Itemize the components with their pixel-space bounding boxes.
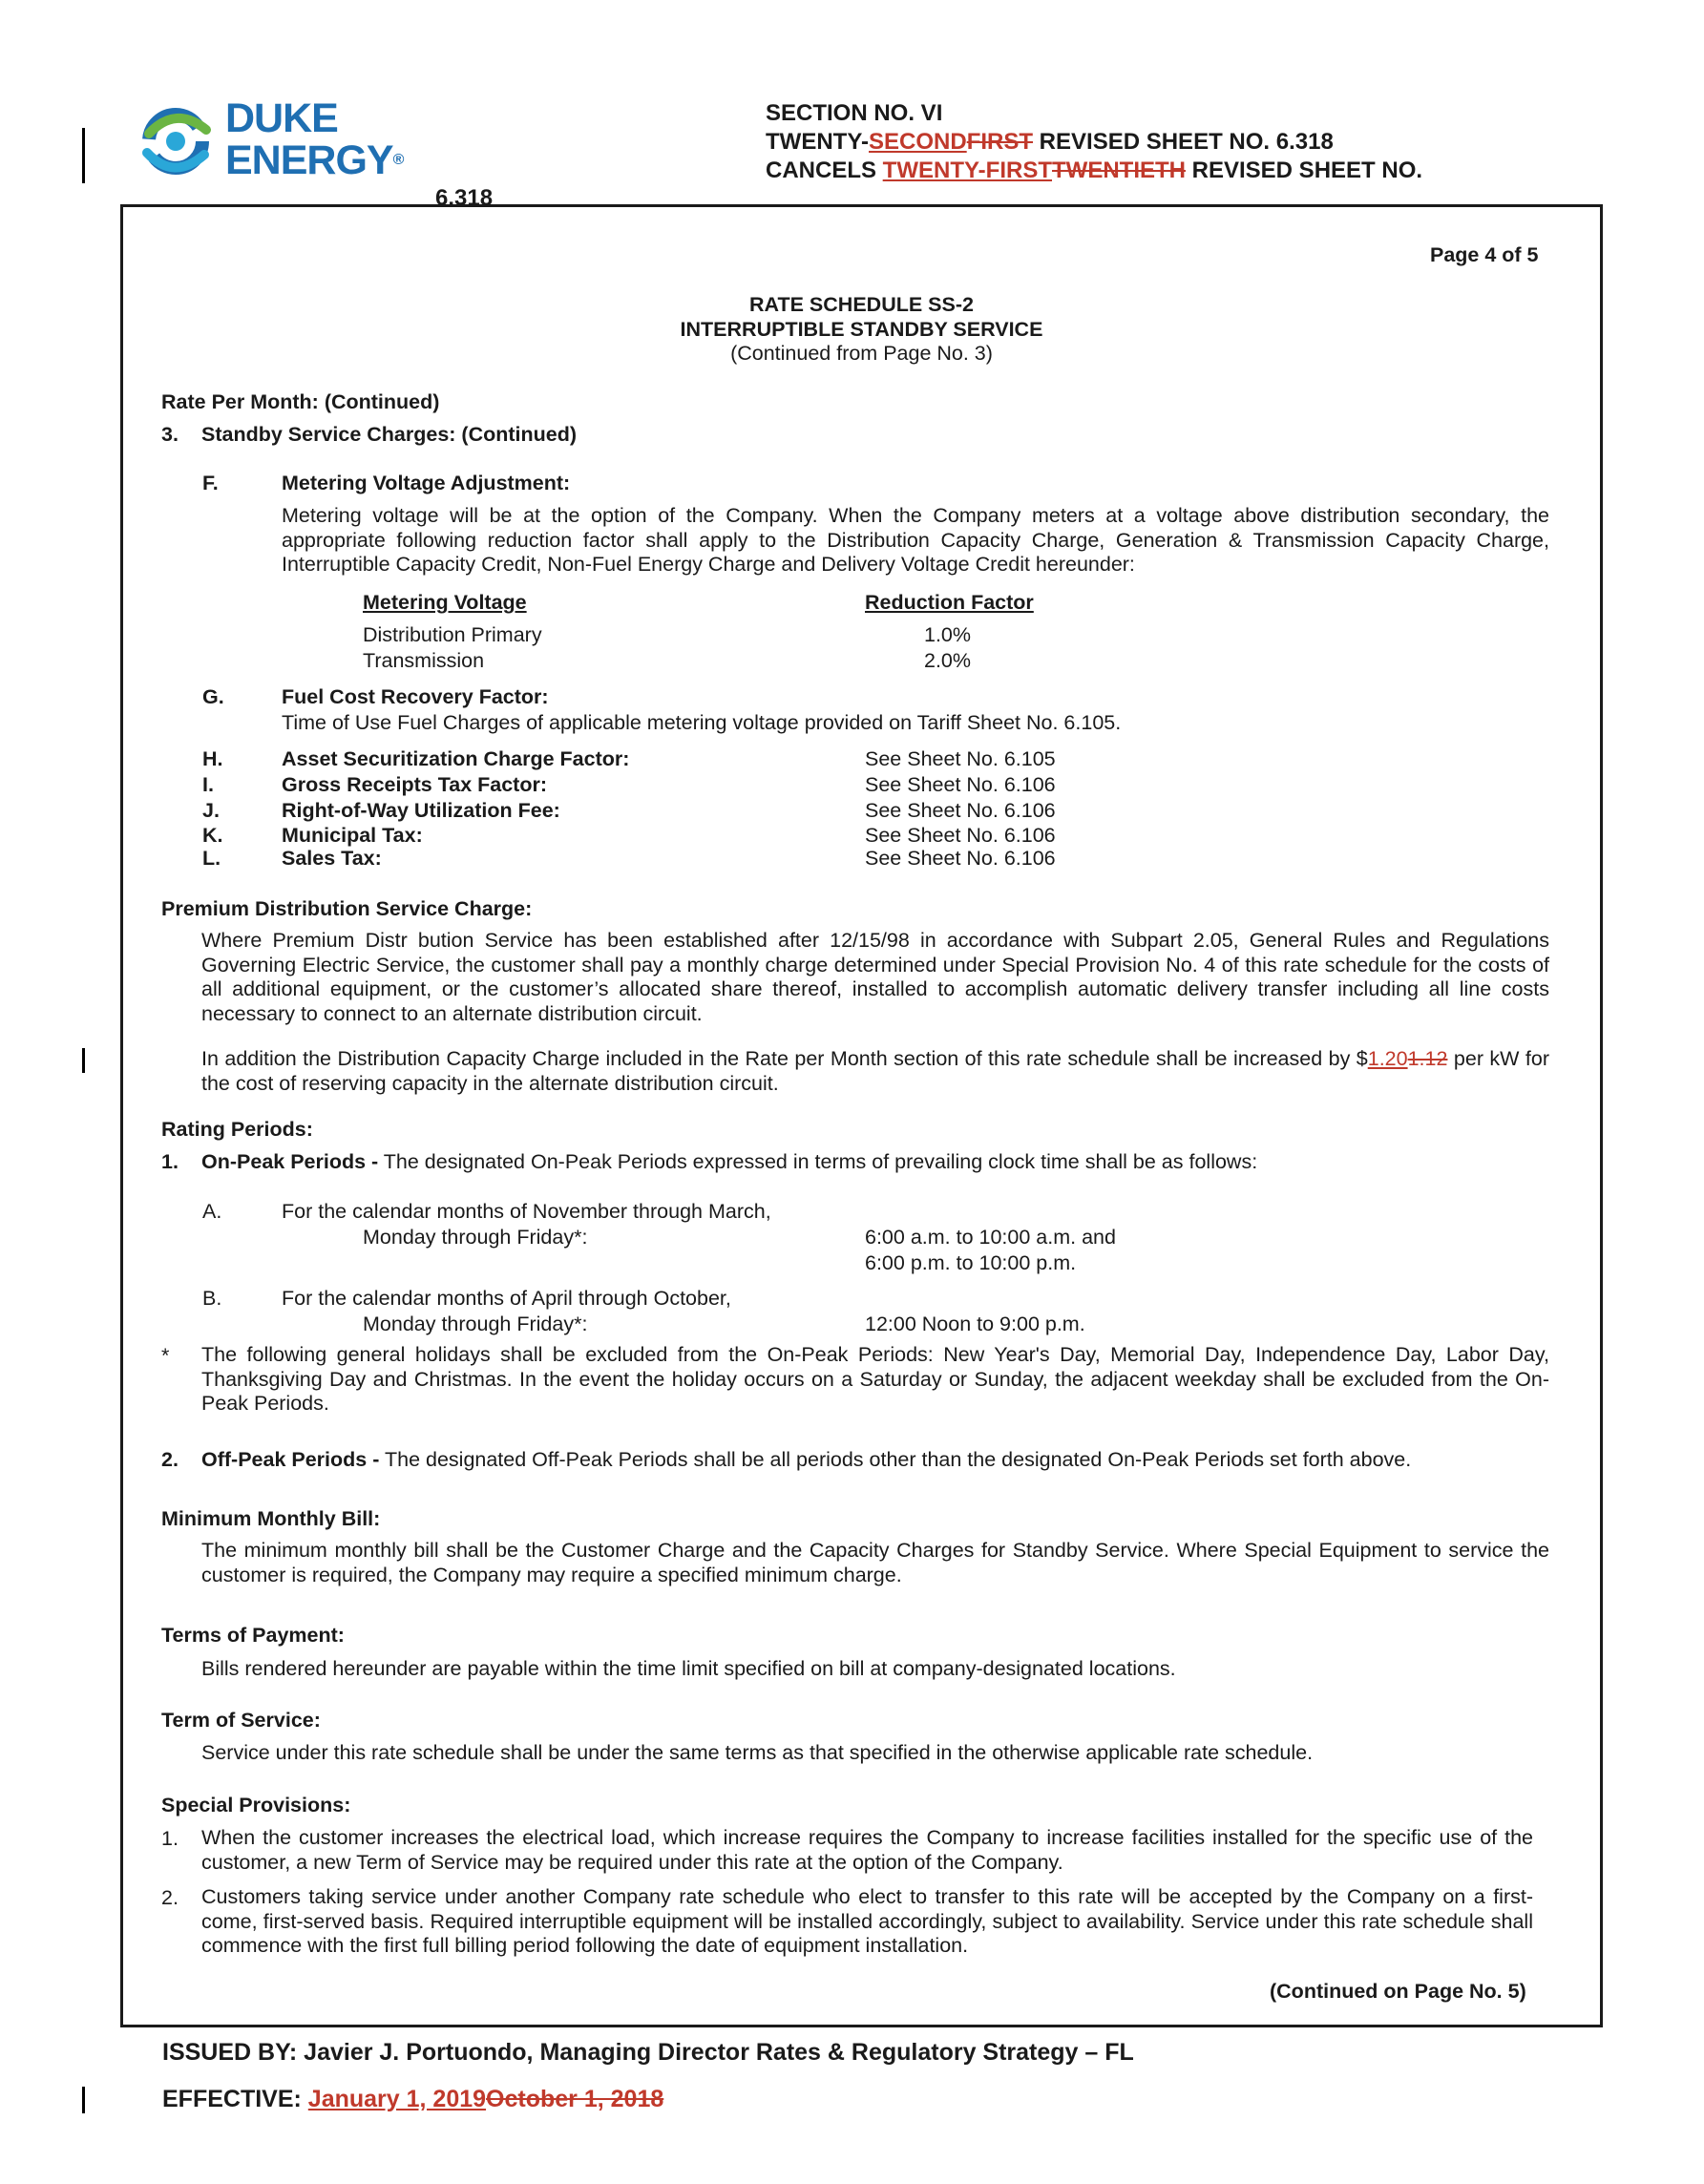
item-f-letter: F.	[202, 472, 219, 494]
payment-body: Bills rendered hereunder are payable within the time limit specified on bill at company-designated locations.	[201, 1657, 1176, 1680]
period-a-time-1: 6:00 a.m. to 10:00 a.m. and	[865, 1226, 1116, 1249]
rate-per-month-heading: Rate Per Month: (Continued)	[161, 390, 440, 413]
item-f-body: Metering voltage will be at the option of the Company. When the Company meters at a voltage above distribution secondary, the appropriate following reduction factor shall apply to the Distribution Capacity Charge, Generation & Transmission Capacity Charge, Interruptible Capacity Credit, Non-Fuel Energy Charge and Delivery Voltage Credit hereunder:	[282, 504, 1549, 576]
period-a-time-2: 6:00 p.m. to 10:00 p.m.	[865, 1251, 1077, 1274]
term-heading: Term of Service:	[161, 1709, 321, 1732]
item-f-heading: Metering Voltage Adjustment:	[282, 472, 571, 494]
item-l-ref: See Sheet No. 6.106	[865, 847, 1056, 870]
item-j-letter: J.	[202, 799, 220, 822]
holiday-star: *	[161, 1344, 170, 1367]
cancels-sheet-number: 6.318	[435, 185, 494, 211]
standby-num: 3.	[161, 423, 179, 446]
change-bar-header	[82, 128, 85, 183]
reduction-factor-header: Reduction Factor	[865, 591, 1034, 614]
schedule-title: RATE SCHEDULE SS-2	[749, 293, 974, 316]
period-a-letter: A.	[202, 1200, 222, 1223]
special-heading: Special Provisions:	[161, 1794, 351, 1816]
metering-voltage-header: Metering Voltage	[363, 591, 527, 614]
item-i-letter: I.	[202, 773, 214, 796]
period-b-days: Monday through Friday*:	[363, 1312, 588, 1335]
period-b-months: For the calendar months of April through October,	[282, 1287, 731, 1310]
premium-para-1: Where Premium Distr bution Service has been established after 12/15/98 in accordance with Subpart 2.05, General Rules and Regulations Governing Electric Service, the customer shall pay a monthly charge determined under Special Provision No. 4 of this rate schedule for the costs of all additional equipment, or the customer’s allocated share thereof, installed to accomplish automatic delivery transfer including all line costs necessary to connect to an alternate distribution circuit.	[201, 929, 1549, 1025]
special-1-text: When the customer increases the electrical load, which increase requires the Company to increase facilities installed for the specific use of the customer, a new Term of Service may be required under this rate at the option of the Company.	[201, 1826, 1533, 1874]
on-peak-num: 1.	[161, 1150, 179, 1173]
logo-wordmark: DUKE ENERGY®	[225, 95, 404, 183]
voltage-row-1: Distribution Primary	[363, 623, 542, 646]
issued-by: ISSUED BY: Javier J. Portuondo, Managing Director Rates & Regulatory Strategy – FL	[162, 2039, 1134, 2066]
continued-on: (Continued on Page No. 5)	[1270, 1980, 1526, 2003]
item-i-ref: See Sheet No. 6.106	[865, 773, 1056, 796]
premium-para-2: In addition the Distribution Capacity Charge included in the Rate per Month section of this rate schedule shall be increased by $1.201.12 per kW for the cost of reserving capacity in the alternate distribution circuit.	[201, 1047, 1549, 1095]
revised-sheet-line: TWENTY-SECONDFIRST REVISED SHEET NO. 6.318	[766, 129, 1334, 155]
factor-row-2: 2.0%	[924, 649, 972, 672]
item-j-label: Right-of-Way Utilization Fee:	[282, 799, 560, 822]
item-l-label: Sales Tax:	[282, 847, 382, 870]
page-number: Page 4 of 5	[1430, 243, 1539, 266]
premium-heading: Premium Distribution Service Charge:	[161, 897, 533, 920]
item-h-letter: H.	[202, 747, 223, 770]
item-h-label: Asset Securitization Charge Factor:	[282, 747, 630, 770]
holiday-note: The following general holidays shall be excluded from the On-Peak Periods: New Year's Day, Memorial Day, Independence Day, Labor Day, Thanksgiving Day and Christmas. In the event the holiday occurs on a Saturday or Sunday, the adjacent weekday shall be excluded from the On-Peak Periods.	[201, 1343, 1549, 1415]
voltage-row-2: Transmission	[363, 649, 485, 672]
item-k-ref: See Sheet No. 6.106	[865, 824, 1056, 847]
item-g-letter: G.	[202, 685, 224, 708]
item-g-heading: Fuel Cost Recovery Factor:	[282, 685, 549, 708]
item-k-letter: K.	[202, 824, 223, 847]
on-peak-line: On-Peak Periods - The designated On-Peak Periods expressed in terms of prevailing clock time shall be as follows:	[201, 1150, 1258, 1173]
period-a-months: For the calendar months of November through March,	[282, 1200, 771, 1223]
item-j-ref: See Sheet No. 6.106	[865, 799, 1056, 822]
duke-energy-swirl-icon	[130, 95, 221, 187]
special-2-num: 2.	[161, 1886, 179, 1909]
payment-heading: Terms of Payment:	[161, 1624, 345, 1647]
item-k-label: Municipal Tax:	[282, 824, 423, 847]
change-bar-premium	[82, 1048, 85, 1073]
period-a-days: Monday through Friday*:	[363, 1226, 588, 1249]
item-i-label: Gross Receipts Tax Factor:	[282, 773, 547, 796]
off-peak-num: 2.	[161, 1448, 179, 1471]
period-b-time: 12:00 Noon to 9:00 p.m.	[865, 1312, 1085, 1335]
section-number: SECTION NO. VI	[766, 100, 943, 126]
special-2-text: Customers taking service under another Company rate schedule who elect to transfer to this rate will be accepted by the Company on a first-come, first-served basis. Required interruptible equipment will be installed accordingly, subject to availability. Service under this rate schedule shall commence with the first full billing period following the date of equipment installation.	[201, 1885, 1533, 1957]
standby-heading: Standby Service Charges: (Continued)	[201, 423, 578, 446]
continued-from: (Continued from Page No. 3)	[730, 342, 993, 365]
change-bar-effective	[82, 2087, 85, 2113]
duke-energy-logo	[130, 95, 416, 200]
item-g-body: Time of Use Fuel Charges of applicable metering voltage provided on Tariff Sheet No. 6.105.	[282, 711, 1122, 734]
minimum-body: The minimum monthly bill shall be the Customer Charge and the Capacity Charges for Standby Service. Where Special Equipment to service the customer is required, the Company may require a specified minimum charge.	[201, 1539, 1549, 1586]
rating-heading: Rating Periods:	[161, 1118, 313, 1141]
period-b-letter: B.	[202, 1287, 222, 1310]
term-body: Service under this rate schedule shall be under the same terms as that specified in the otherwise applicable rate schedule.	[201, 1741, 1314, 1764]
factor-row-1: 1.0%	[924, 623, 972, 646]
minimum-heading: Minimum Monthly Bill:	[161, 1507, 381, 1530]
special-1-num: 1.	[161, 1827, 179, 1850]
cancels-line: CANCELS TWENTY-FIRSTTWENTIETH REVISED SHEET NO.	[766, 158, 1423, 183]
schedule-subtitle: INTERRUPTIBLE STANDBY SERVICE	[680, 318, 1043, 341]
off-peak-line: Off-Peak Periods - The designated Off-Peak Periods shall be all periods other than the designated On-Peak Periods set forth above.	[201, 1448, 1412, 1471]
item-h-ref: See Sheet No. 6.105	[865, 747, 1056, 770]
effective-date: EFFECTIVE: January 1, 2019October 1, 2018	[162, 2086, 664, 2112]
item-l-letter: L.	[202, 847, 221, 870]
